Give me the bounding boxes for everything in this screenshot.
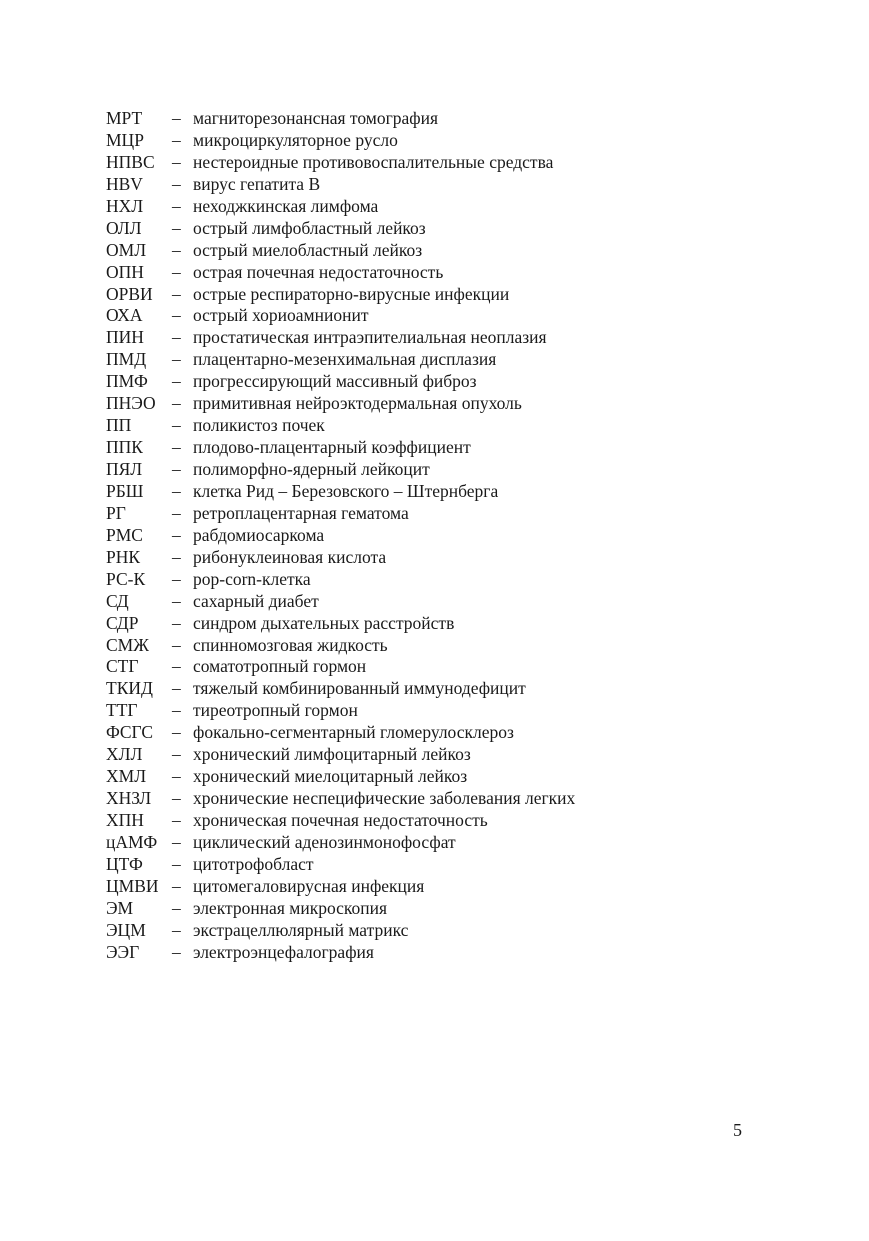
abbreviation-dash: – xyxy=(172,634,181,655)
abbreviation-row xyxy=(106,788,726,810)
abbreviation-row xyxy=(106,459,726,481)
abbreviation-term: ПМФ xyxy=(106,371,148,392)
abbreviation-dash: – xyxy=(172,173,181,194)
abbreviation-dash: – xyxy=(172,875,181,896)
abbreviation-dash: – xyxy=(172,349,181,370)
abbreviation-row xyxy=(106,810,726,832)
abbreviation-dash: – xyxy=(172,217,181,238)
abbreviation-definition: рабдомиосаркома xyxy=(193,524,325,545)
abbreviation-dash: – xyxy=(172,437,181,458)
abbreviation-dash: – xyxy=(172,283,181,304)
abbreviation-definition: фокально-сегментарный гломерулосклероз xyxy=(193,722,514,743)
abbreviation-term: МЦР xyxy=(106,129,144,150)
abbreviation-dash: – xyxy=(172,415,181,436)
abbreviation-dash: – xyxy=(172,810,181,830)
abbreviation-term: ОЛЛ xyxy=(106,217,142,238)
abbreviation-term: ХПН xyxy=(106,810,144,830)
abbreviation-definition: острые респираторно-вирусные инфекции xyxy=(193,283,510,304)
abbreviation-definition: плацентарно-мезенхимальная дисплазия xyxy=(193,349,497,370)
abbreviation-term: ЭМ xyxy=(106,897,134,918)
abbreviation-definition: прогрессирующий массивный фиброз xyxy=(193,371,477,392)
abbreviation-row xyxy=(106,898,726,920)
abbreviation-definition: синдром дыхательных расстройств xyxy=(193,612,455,633)
abbreviation-row xyxy=(106,415,726,437)
abbreviation-row xyxy=(106,525,726,547)
abbreviation-definition: электроэнцефалография xyxy=(193,941,374,962)
abbreviation-term: ОХА xyxy=(106,305,143,326)
abbreviation-dash: – xyxy=(172,700,181,721)
abbreviation-term: РБШ xyxy=(106,480,144,501)
abbreviation-row xyxy=(106,437,726,459)
abbreviation-row xyxy=(106,262,726,284)
abbreviation-row xyxy=(106,920,726,942)
abbreviation-row xyxy=(106,371,726,393)
abbreviation-definition: сахарный диабет xyxy=(193,590,319,611)
abbreviation-definition: нестероидные противовоспалительные средства xyxy=(193,151,554,172)
abbreviation-dash: – xyxy=(172,568,181,589)
abbreviation-row xyxy=(106,284,726,306)
abbreviation-dash: – xyxy=(172,590,181,611)
abbreviation-definition: полиморфно-ядерный лейкоцит xyxy=(193,459,430,479)
abbreviation-dash: – xyxy=(172,305,181,326)
abbreviation-term: РС-К xyxy=(106,568,146,589)
abbreviation-term: ФСГС xyxy=(106,722,154,743)
abbreviation-definition: острая почечная недостаточность xyxy=(193,261,444,282)
abbreviation-dash: – xyxy=(172,919,181,940)
abbreviation-row xyxy=(106,656,726,678)
abbreviation-term: ЦМВИ xyxy=(106,875,159,896)
abbreviation-row xyxy=(106,327,726,349)
abbreviation-dash: – xyxy=(172,656,181,677)
abbreviation-row xyxy=(106,305,726,327)
abbreviation-row xyxy=(106,130,726,152)
abbreviation-dash: – xyxy=(172,371,181,392)
abbreviation-row xyxy=(106,108,726,130)
abbreviation-row xyxy=(106,591,726,613)
abbreviation-term: ПП xyxy=(106,415,132,436)
abbreviation-term: ЦТФ xyxy=(106,853,143,874)
abbreviation-definition: цитотрофобласт xyxy=(193,853,314,874)
abbreviation-dash: – xyxy=(172,195,181,216)
abbreviation-list xyxy=(106,108,726,964)
abbreviation-dash: – xyxy=(172,327,181,348)
abbreviation-term: ХНЗЛ xyxy=(106,788,152,809)
abbreviation-term: ЭЦМ xyxy=(106,919,146,940)
abbreviation-term: ХЛЛ xyxy=(106,744,143,765)
abbreviation-row xyxy=(106,393,726,415)
abbreviation-term: СТГ xyxy=(106,656,139,677)
abbreviation-definition: pop-corn-клетка xyxy=(193,568,311,589)
abbreviation-term: ТКИД xyxy=(106,678,153,699)
abbreviation-definition: неходжкинская лимфома xyxy=(193,195,379,216)
abbreviation-term: ПМД xyxy=(106,349,147,370)
abbreviation-row xyxy=(106,547,726,569)
abbreviation-definition: острый лимфобластный лейкоз xyxy=(193,217,426,238)
abbreviation-term: ТТГ xyxy=(106,700,138,721)
abbreviation-definition: хронический миелоцитарный лейкоз xyxy=(193,766,468,787)
abbreviation-term: ХМЛ xyxy=(106,766,147,787)
abbreviation-term: СД xyxy=(106,590,129,611)
abbreviation-term: ПЯЛ xyxy=(106,459,143,479)
abbreviation-definition: магниторезонансная томография xyxy=(193,108,439,128)
abbreviation-definition: вирус гепатита B xyxy=(193,173,321,194)
abbreviation-term: ПИН xyxy=(106,327,144,348)
abbreviation-definition: тиреотропный гормон xyxy=(193,700,358,721)
abbreviation-definition: простатическая интраэпителиальная неоплазия xyxy=(193,327,547,348)
abbreviation-dash: – xyxy=(172,744,181,765)
abbreviation-definition: спинномозговая жидкость xyxy=(193,634,388,655)
abbreviation-row xyxy=(106,503,726,525)
abbreviation-dash: – xyxy=(172,502,181,523)
abbreviation-dash: – xyxy=(172,766,181,787)
abbreviation-definition: ретроплацентарная гематома xyxy=(193,502,409,523)
abbreviation-definition: хронический лимфоцитарный лейкоз xyxy=(193,744,471,765)
abbreviation-definition: клетка Рид – Березовского – Штернберга xyxy=(193,480,499,501)
abbreviation-definition: цитомегаловирусная инфекция xyxy=(193,875,425,896)
abbreviation-definition: хронические неспецифические заболевания легких xyxy=(193,788,576,809)
abbreviation-definition: соматотропный гормон xyxy=(193,656,367,677)
abbreviation-term: ПНЭО xyxy=(106,393,156,414)
abbreviation-row xyxy=(106,854,726,876)
abbreviation-row xyxy=(106,635,726,657)
abbreviation-term: РМС xyxy=(106,524,143,545)
abbreviation-term: ППК xyxy=(106,437,143,458)
abbreviation-definition: рибонуклеиновая кислота xyxy=(193,546,387,567)
abbreviation-term: НПВС xyxy=(106,151,155,172)
abbreviation-dash: – xyxy=(172,261,181,282)
abbreviation-term: ОРВИ xyxy=(106,283,153,304)
abbreviation-definition: острый миелобластный лейкоз xyxy=(193,239,423,260)
abbreviation-term: ЭЭГ xyxy=(106,941,140,962)
abbreviation-dash: – xyxy=(172,678,181,699)
abbreviation-row xyxy=(106,942,726,964)
abbreviation-row xyxy=(106,744,726,766)
abbreviation-row xyxy=(106,240,726,262)
abbreviation-dash: – xyxy=(172,831,181,852)
abbreviation-row xyxy=(106,174,726,196)
abbreviation-definition: циклический аденозинмонофосфат xyxy=(193,831,456,852)
abbreviation-dash: – xyxy=(172,239,181,260)
abbreviation-term: ОПН xyxy=(106,261,144,282)
abbreviation-definition: тяжелый комбинированный иммунодефицит xyxy=(193,678,526,699)
abbreviation-row xyxy=(106,196,726,218)
abbreviation-term: РГ xyxy=(106,502,126,523)
abbreviation-dash: – xyxy=(172,524,181,545)
abbreviation-definition: электронная микроскопия xyxy=(193,897,388,918)
abbreviation-row xyxy=(106,569,726,591)
abbreviation-definition: острый хориоамнионит xyxy=(193,305,369,326)
abbreviation-row xyxy=(106,218,726,240)
abbreviation-definition: плодово-плацентарный коэффициент xyxy=(193,437,471,458)
abbreviation-dash: – xyxy=(172,459,181,479)
abbreviation-dash: – xyxy=(172,788,181,809)
abbreviation-definition: микроциркуляторное русло xyxy=(193,129,398,150)
abbreviation-dash: – xyxy=(172,151,181,172)
abbreviation-dash: – xyxy=(172,129,181,150)
abbreviation-dash: – xyxy=(172,897,181,918)
abbreviation-row xyxy=(106,722,726,744)
abbreviation-row xyxy=(106,766,726,788)
abbreviation-row xyxy=(106,832,726,854)
abbreviation-row xyxy=(106,678,726,700)
abbreviation-row xyxy=(106,481,726,503)
abbreviation-term: цАМФ xyxy=(106,831,158,852)
abbreviation-row xyxy=(106,876,726,898)
abbreviation-term: МРТ xyxy=(106,108,143,128)
abbreviation-dash: – xyxy=(172,480,181,501)
abbreviation-dash: – xyxy=(172,393,181,414)
abbreviation-definition: хроническая почечная недостаточность xyxy=(193,810,488,830)
abbreviation-dash: – xyxy=(172,546,181,567)
page-number: 5 xyxy=(733,1120,742,1140)
abbreviation-definition: примитивная нейроэктодермальная опухоль xyxy=(193,393,522,414)
abbreviation-dash: – xyxy=(172,612,181,633)
abbreviation-dash: – xyxy=(172,108,181,128)
abbreviation-dash: – xyxy=(172,853,181,874)
abbreviation-dash: – xyxy=(172,941,181,962)
abbreviation-definition: экстрацеллюлярный матрикс xyxy=(193,919,409,940)
abbreviation-term: HBV xyxy=(106,173,143,194)
abbreviation-term: РНК xyxy=(106,546,141,567)
abbreviation-term: ОМЛ xyxy=(106,239,147,260)
abbreviation-definition: поликистоз почек xyxy=(193,415,325,436)
abbreviation-row xyxy=(106,700,726,722)
abbreviation-term: СМЖ xyxy=(106,634,149,655)
abbreviation-row xyxy=(106,152,726,174)
abbreviation-row xyxy=(106,613,726,635)
abbreviation-dash: – xyxy=(172,722,181,743)
abbreviation-term: НХЛ xyxy=(106,195,144,216)
abbreviation-term: СДР xyxy=(106,612,139,633)
abbreviation-row xyxy=(106,349,726,371)
